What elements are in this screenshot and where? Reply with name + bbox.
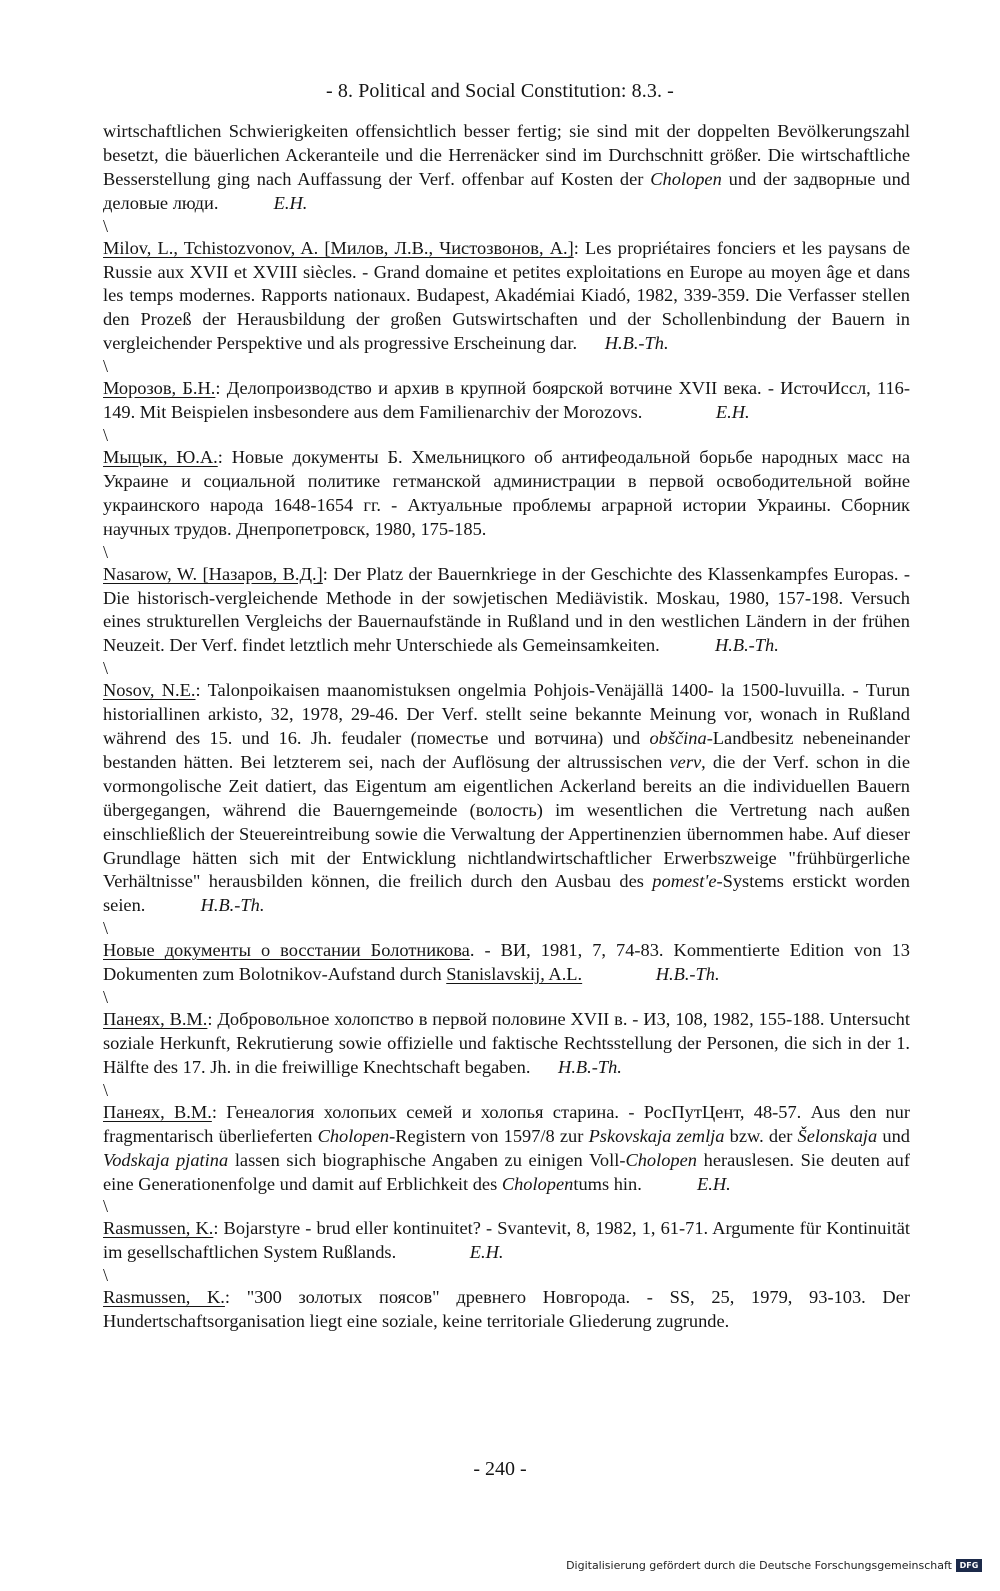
entry-text: wirtschaftlichen Schwierigkeiten offensichtlich besser fertig; sie sind mit der doppelten Bevölkerungszahl besetzt, die bäuerlichen Ackeranteile und die Herrenäcker sind im Durchschnitt größer. Die wirtschaftliche Besserstellung ging nach Auffassung der Verf. offenbar auf Kosten der [103,121,910,189]
entry-separator: \ [103,1265,109,1286]
page-number: - 240 - [473,1458,527,1480]
entry-separator: \ [103,424,109,445]
running-header: - 8. Political and Social Constitution: 8.3. - [326,80,674,102]
entry-text: : Talonpoikaisen maanomistuksen ongelmia Pohjois-Venäjällä 1400- la 1500-luvuilla. - Turun historiallinen arkisto, 32, 1978, 29-46. Der Verf. stellt seine bekannte Meinung vor, wonach in Rußland während des 15. und 16. Jh. feudaler (поместье und вотчина) und [103,680,910,749]
digitization-footer [566,1559,982,1572]
entry-text: lassen sich biographische Angaben zu einigen Voll- [228,1149,626,1170]
entry-text: . - ВИ, 1981, 7, 74-83. Kommentierte Edition von 13 Dokumenten zum Bolotnikov-Aufstand durch [103,940,910,985]
entry-separator: \ [103,658,109,679]
entry-italic: pomest'e [652,871,717,892]
entry-text: : Les propriétaires fonciers et les paysans de Russie aux XVII et XVIII siècles. - Grand domaine et petites exploitations en Europe au moyen âge et dans les temps modernes. Rapports nationaux. Budapest, Akadémiai Kiadó, 1982, 339-359. Die Verfasser stellen den Prozeß der Herausbildung der großen Gutswirtschaften und der Schollenbindung der Bauern in vergleichender Perspektive und als progressive Erscheinung dar. [103,237,911,354]
entry-text: , die der Verf. schon in die vormongolische Zeit datiert, das Eigentum am eigentlichen Ackerland bereits an die individuellen Bauern übergegangen, während die Bauerngemeinde (волость) im wesentlichen die Vertretung nach außen einschließlich der Steuereintreibung sowie die Verwaltung der Appertinenzien übernommen habe. Auf dieser Grundlage hätten sich mit der Entwicklung nichtlandwirtschaftlicher Erwerbszweige "frühbürgerliche Verhältnisse" herausbilden können, die freilich durch den Ausbau des [103,751,910,892]
entry-italic: Cholopen [650,168,722,189]
dfg-logo-icon: DFG [956,1559,982,1572]
entry-author: Nosov, N.E. [103,680,196,701]
entry-text: : Делопроизводство и архив в крупной боярской вотчине XVII века. - ИсточИссл, 116-149. Mit Beispielen insbesondere aus dem Familienarchiv der Morozovs. [103,378,911,423]
entry-rasmussen-2 [103,1286,910,1334]
reviewer-initials: H.B.-Th. [604,333,669,354]
reviewer-initials: E.H. [273,192,308,213]
entry-italic: Šelonskaja [797,1125,878,1146]
entry-separator: \ [103,356,109,377]
entry-text: : Der Platz der Bauernkriege in der Geschichte des Klassenkampfes Europas. - Die historisch-vergleichende Methode in der sowjetischen Mediävistik. Moskau, 1980, 157-198. Versuch eines strukturellen Vergleichs der Bauernaufstände in Rußland und in den westlichen Ländern in der frühen Neuzeit. Der Verf. findet letztlich mehr Unterschiede als Gemeinsamkeiten. [103,563,911,656]
reviewer-initials: E.H. [715,402,750,423]
entry-rasmussen-1 [103,1217,910,1265]
entry-author: Панеях, В.М. [103,1009,208,1030]
reviewer-initials: E.H. [469,1242,504,1263]
entry-author: Морозов, Б.Н. [103,378,216,399]
entry-separator: \ [103,987,109,1008]
entry-separator: \ [103,541,109,562]
entry-nosov [103,679,910,918]
entry-text: -Systems erstickt worden seien. [103,871,911,916]
reviewer-initials: E.H. [697,1173,731,1194]
reviewer-initials: H.B.-Th. [714,635,779,656]
entry-text: und der задворные und деловые люди. [103,168,910,213]
entry-text: und [877,1125,910,1146]
entry-author: Мыцык, Ю.А. [103,446,218,467]
entry-text: : Bojarstyre - brud eller kontinuitet? - Svantevit, 8, 1982, 1, 61-71. Argumente für Kontinuität im gesellschaftlichen System Rußlands. [103,1218,910,1263]
entry-separator: \ [103,215,109,236]
entry-text: : "300 золотых поясов" древнего Новгорода. - SS, 25, 1979, 93-103. Der Hundertschaftsorganisation liegt eine soziale, keine territoriale Gliederung zugrunde. [103,1287,910,1332]
reviewer-initials: H.B.-Th. [200,895,265,916]
entry-text: herauslesen. Sie deuten auf eine Generationenfolge und damit auf Erblichkeit des [103,1149,910,1194]
entry-nasarow [103,563,910,659]
entry-morozov [103,377,910,425]
entry-italic: Pskovskaja zemlja [588,1125,725,1146]
entry-author: Rasmussen, K. [103,1218,214,1239]
entry-author: Nasarow, W. [Назаров, В.Д.] [103,563,323,584]
reviewer-initials: H.B.-Th. [558,1056,622,1077]
entry-author: Milov, L., Tchistozvonov, A. [Милов, Л.В., Чистозвонов, А.] [103,237,574,258]
entry-italic: Cholopen [625,1149,697,1170]
entry-mycyk [103,446,910,542]
entry-author: Новые документы о восстании Болотникова [103,940,470,961]
entry-italic: Vodskaja pjatina [103,1149,229,1170]
entry-bolotnikov [103,939,910,987]
entry-paneyakh-1 [103,1008,910,1080]
reviewer-initials: H.B.-Th. [655,964,720,985]
footer-text: Digitalisierung gefördert durch die Deutsche Forschungsgemeinschaft [566,1559,952,1572]
entry-text: -Landbesitz nebeneinander bestanden hätten. Bei letzterem sei, nach der Auflösung der altrussischen [103,728,910,772]
entry-text: tums hin. [573,1173,642,1194]
entry-author: Панеях, В.М. [103,1101,212,1122]
entry-paneyakh-2 [103,1101,910,1197]
entry-italic: Cholopen [501,1173,574,1194]
entry-separator: \ [103,918,109,939]
entry-continuation [103,120,910,216]
entry-text: : Генеалогия холопьих семей и холопья старина. - РосПутЦент, 48-57. Aus den nur fragmentarisch überlieferten [103,1101,910,1146]
entry-separator: \ [103,1196,109,1217]
entry-italic: obščina [649,728,707,749]
entry-text: bzw. der [724,1125,798,1146]
entry-author: Rasmussen, K. [103,1287,225,1308]
entry-italic: Cholopen [317,1125,390,1146]
entry-editor: Stanislavskij, A.L. [446,964,583,985]
entry-milov [103,237,910,357]
entry-separator: \ [103,1079,109,1100]
entry-text: : Новые документы Б. Хмельницкого об антифеодальной борьбе народных масс на Украине и социальной политике гетманской администрации в первой освободительной войне украинского народа 1648-1654 гг. - Актуальные проблемы аграрной истории Украины. Сборник научных трудов. Днепропетровск, 1980, 175-185. [103,446,910,539]
entry-text: -Registern von 1597/8 zur [389,1125,589,1146]
entry-italic: verv [669,751,702,772]
entry-text: : Добровольное холопство в первой половине XVII в. - ИЗ, 108, 1982, 155-188. Untersucht soziale Herkunft, Rekrutierung sowie offizielle und faktische Rechtsstellung der Personen, die sich in der 1. Hälfte des 17. Jh. in die freiwillige Knechtschaft begaben. [103,1009,910,1077]
bibliography-body [103,120,910,1334]
